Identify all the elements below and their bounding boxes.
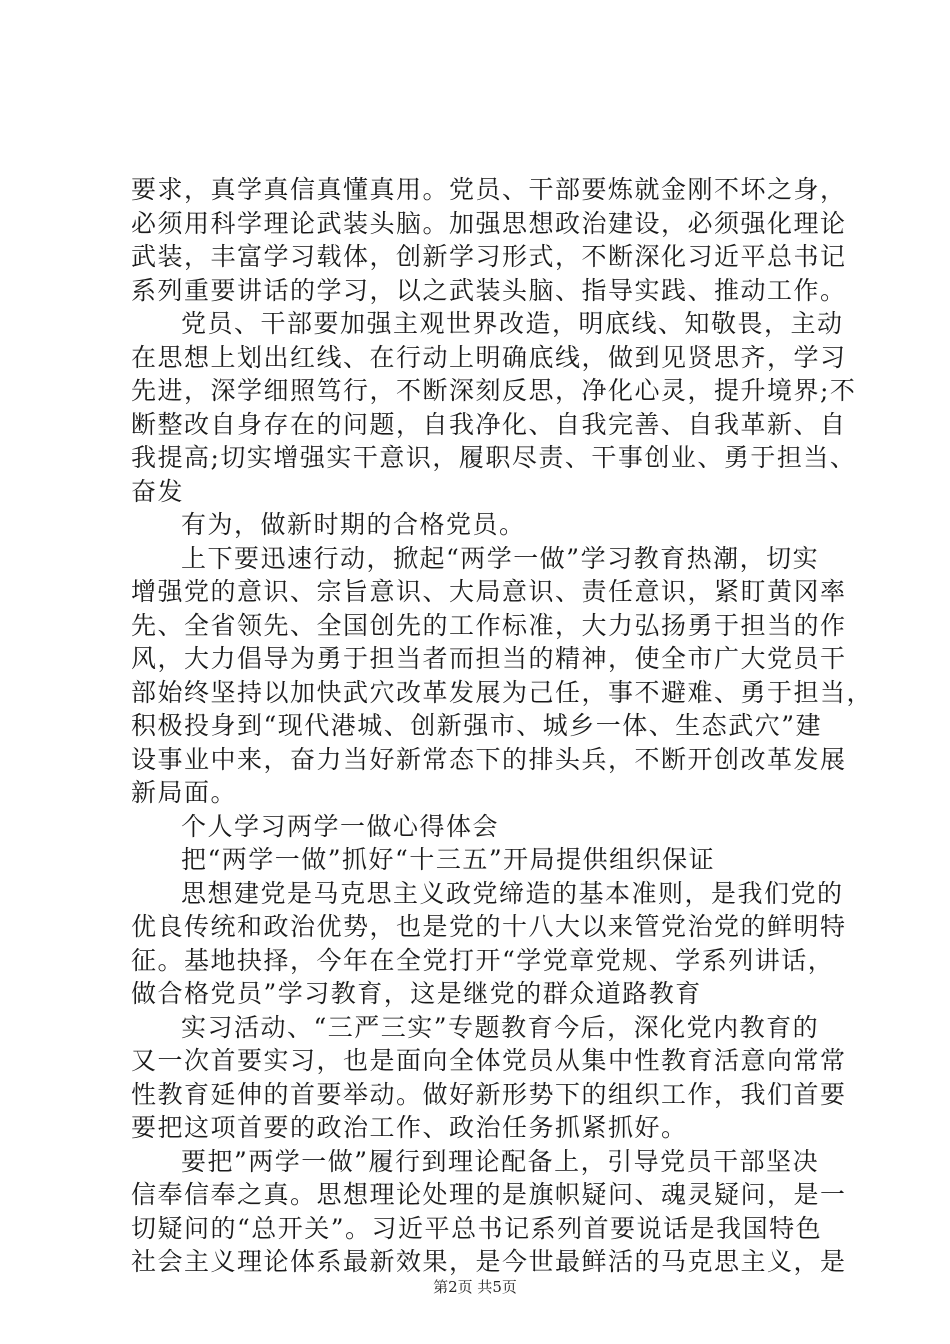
text-line: 风，大力倡导为勇于担当者而担当的精神，使全市广大党员干 bbox=[131, 644, 847, 673]
text-line: 有为，做新时期的合格党员。 bbox=[181, 510, 526, 539]
text-line: 在思想上划出红线、在行动上明确底线，做到见贤思齐，学习 bbox=[131, 342, 847, 372]
text-line: 社会主义理论体系最新效果，是今世最鲜活的马克思主义，是 bbox=[131, 1247, 847, 1276]
text-line: 把“两学一做”抓好“十三五”开局提供组织保证 bbox=[181, 845, 716, 874]
text-line: 系列重要讲话的学习，以之武装头脑、指导实践、推动工作。 bbox=[131, 275, 847, 305]
text-line: 积极投身到“现代港城、创新强市、城乡一体、生态武穴”建 bbox=[131, 711, 823, 740]
text-line: 上下要迅速行动，掀起“两学一做”学习教育热潮，切实 bbox=[181, 543, 820, 573]
text-line: 实习活动、“三严三实”专题教育今后，深化党内教育的 bbox=[181, 1012, 820, 1042]
text-line: 新局面。 bbox=[131, 778, 238, 807]
text-line: 奋发 bbox=[131, 476, 185, 506]
text-line: 要求，真学真信真懂真用。党员、干部要炼就金刚不坏之身， bbox=[131, 175, 847, 204]
text-line: 征。基地抉择，今年在全党打开“学党章党规、学系列讲话， bbox=[131, 945, 835, 975]
text-line: 又一次首要实习，也是面向全体党员从集中性教育活意向常常 bbox=[131, 1046, 847, 1075]
text-line: 我提高;切实增强实干意识，履职尽责、干事创业、勇于担当、 bbox=[131, 443, 857, 472]
text-line: 必须用科学理论武装头脑。加强思想政治建设，必须强化理论 bbox=[131, 208, 847, 238]
text-line: 武装，丰富学习载体，创新学习形式，不断深化习近平总书记 bbox=[131, 242, 847, 271]
text-line: 思想建党是马克思主义政党缔造的基本准则，是我们党的 bbox=[181, 878, 844, 908]
text-line: 要把这项首要的政治工作、政治任务抓紧抓好。 bbox=[131, 1113, 688, 1142]
document-body bbox=[131, 173, 874, 1279]
text-line: 设事业中来，奋力当好新常态下的排头兵，不断开创改革发展 bbox=[131, 744, 847, 774]
text-line: 党员、干部要加强主观世界改造，明底线、知敬畏，主动 bbox=[181, 309, 844, 338]
text-line: 先、全省领先、全国创先的工作标准，大力弘扬勇于担当的作 bbox=[131, 610, 847, 640]
text-line: 做合格党员”学习教育，这是继党的群众道路教育 bbox=[131, 979, 702, 1008]
text-line: 部始终坚持以加快武穴改革发展为己任，事不避难、勇于担当， bbox=[131, 677, 874, 707]
text-line: 先进，深学细照笃行，不断深刻反思，净化心灵，提升境界;不 bbox=[131, 376, 857, 405]
text-line: 切疑问的“总开关”。习近平总书记系列首要说话是我国特色 bbox=[131, 1213, 823, 1243]
text-line: 要把”两学一做”履行到理论配备上，引导党员干部坚决 bbox=[181, 1146, 820, 1176]
text-line: 个人学习两学一做心得体会 bbox=[181, 811, 500, 841]
text-line: 性教育延伸的首要举动。做好新形势下的组织工作，我们首要 bbox=[131, 1079, 847, 1109]
text-line: 断整改自身存在的问题，自我净化、自我完善、自我革新、自 bbox=[131, 409, 847, 439]
text-line: 优良传统和政治优势，也是党的十八大以来管党治党的鲜明特 bbox=[131, 912, 847, 941]
text-line: 信奉信奉之真。思想理论处理的是旗帜疑问、魂灵疑问，是一 bbox=[131, 1180, 847, 1209]
page-footer: 第2页 共5页 bbox=[433, 1278, 517, 1296]
text-line: 增强党的意识、宗旨意识、大局意识、责任意识，紧盯黄冈率 bbox=[131, 577, 847, 606]
